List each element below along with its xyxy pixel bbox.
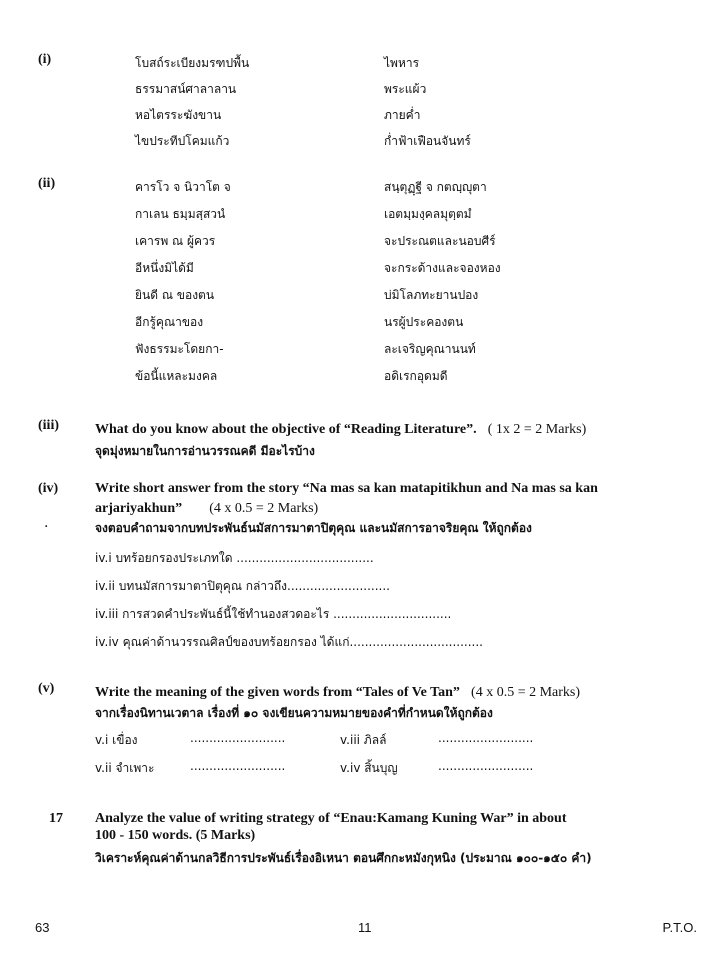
verse-right-line: สนฺตุฏฺฐี จ กตญฺญุตา: [384, 180, 487, 194]
verse-left-line: คารโว จ นิวาโต จ: [135, 180, 231, 194]
verse-left-line: ธรรมาสน์ศาลาลาน: [135, 82, 237, 96]
subquestion: iv.iv คุณค่าด้านวรรณศิลป์ของบทร้อยกรอง ได้แก่...................................: [95, 635, 483, 649]
footer-page-code: 63: [35, 920, 50, 935]
section-iii-question: [95, 418, 586, 438]
vocab-term: v.iv สิ้นบุญ: [340, 761, 398, 775]
verse-left-line: ไขประทีปโคมแก้ว: [135, 134, 230, 148]
answer-blank: .........................: [438, 731, 534, 745]
verse-left-line: ยินดี ณ ของตน: [135, 288, 215, 302]
subquestion: iv.i บทร้อยกรองประเภทใด ....................................: [95, 551, 374, 565]
section-iv-label: (iv): [38, 481, 59, 496]
verse-left-line: เคารพ ณ ผู้ควร: [135, 234, 216, 248]
question-text: arjariyakhun”: [95, 501, 183, 516]
section-v-label: (v): [38, 681, 55, 696]
question-text: Write the meaning of the given words from “Tales of Ve Tan”: [95, 685, 460, 700]
verse-right-line: พระแผ้ว: [384, 82, 427, 96]
verse-left-line: อีกรู้คุณาของ: [135, 315, 204, 329]
section-v-question: [95, 681, 580, 701]
vocab-term: v.iii ภิลล์: [340, 733, 387, 747]
question-text: What do you know about the objective of “Reading Literature”.: [95, 422, 477, 437]
marks-text: (4 x 0.5 = 2 Marks): [471, 685, 581, 700]
verse-right-line: ไพหาร: [384, 56, 420, 70]
verse-right-line: จะประณตและนอบศีร์: [384, 234, 496, 248]
marks-text: ( 1x 2 = 2 Marks): [487, 422, 587, 437]
answer-blank: .........................: [438, 759, 534, 773]
vocab-term: v.ii จำเพาะ: [95, 761, 155, 775]
verse-left-line: โบสถ์ระเบียงมรฑปพื้น: [135, 56, 250, 70]
verse-left-line: อีหนึ่งมิได้มี: [135, 261, 194, 275]
vocab-term: v.i เขื่อง: [95, 733, 138, 747]
section-i-label: (i): [38, 52, 52, 67]
verse-right-line: นรผู้ประคองตน: [384, 315, 464, 329]
section-iv-question-line2: [95, 497, 318, 517]
question-17-thai: วิเคราะห์คุณค่าด้านกลวิธีการประพันธ์เรื่องอิเหนา ตอนศึกกะหมังกุหนิง (ประมาณ ๑๐๐-๑๕๐ คำ): [95, 851, 592, 865]
verse-right-line: เอตมฺมงฺคลมุตฺตมํ: [384, 207, 472, 221]
section-ii-label: (ii): [38, 176, 56, 191]
section-iv-question-line1: Write short answer from the story “Na mas sa kan matapitikhun and Na mas sa kan: [95, 481, 598, 496]
verse-right-line: อดิเรกอุดมดี: [384, 369, 448, 383]
section-iii-label: (iii): [38, 418, 59, 433]
subquestion: iv.iii การสวดคำประพันธ์นี้ใช้ทำนองสวดอะไร ...............................: [95, 607, 452, 621]
section-v-thai: จากเรื่องนิทานเวตาล เรื่องที่ ๑๐ จงเขียนความหมายของคำที่กำหนดให้ถูกต้อง: [95, 706, 493, 720]
bullet-dot: .: [44, 515, 49, 531]
subquestion: iv.ii บทนมัสการมาตาปิตุคุณ กล่าวถึง...........................: [95, 579, 390, 593]
question-17-number: 17: [49, 811, 63, 826]
answer-blank: .........................: [190, 759, 286, 773]
verse-left-line: ฟังธรรมะโดยกา-: [135, 342, 224, 356]
question-17-line1: Analyze the value of writing strategy of “Enau:Kamang Kuning War” in about: [95, 811, 567, 826]
verse-right-line: จะกระด้างและจองหอง: [384, 261, 501, 275]
answer-blank: .........................: [190, 731, 286, 745]
verse-right-line: ก่ำฟ้าเฟือนจันทร์: [384, 134, 471, 148]
question-17-line2: 100 - 150 words. (5 Marks): [95, 828, 256, 843]
footer-page-number: 11: [358, 920, 372, 935]
footer-pto: P.T.O.: [662, 920, 697, 935]
section-iv-thai: จงตอบคำถามจากบทประพันธ์นมัสการมาตาปิตุคุณ และนมัสการอาจริยคุณ ให้ถูกต้อง: [95, 521, 532, 535]
verse-left-line: หอไตรระฆังขาน: [135, 108, 222, 122]
verse-left-line: กาเลน ธมฺมสฺสวนํ: [135, 207, 226, 221]
marks-text: (4 x 0.5 = 2 Marks): [209, 501, 319, 516]
section-iii-thai: จุดมุ่งหมายในการอ่านวรรณคดี มีอะไรบ้าง: [95, 444, 315, 458]
verse-right-line: ภายค่ำ: [384, 108, 421, 122]
verse-right-line: บ่มิโลภทะยานปอง: [384, 288, 479, 302]
verse-right-line: ละเจริญคุณานนท์: [384, 342, 476, 356]
verse-left-line: ข้อนี้แหละมงคล: [135, 369, 218, 383]
